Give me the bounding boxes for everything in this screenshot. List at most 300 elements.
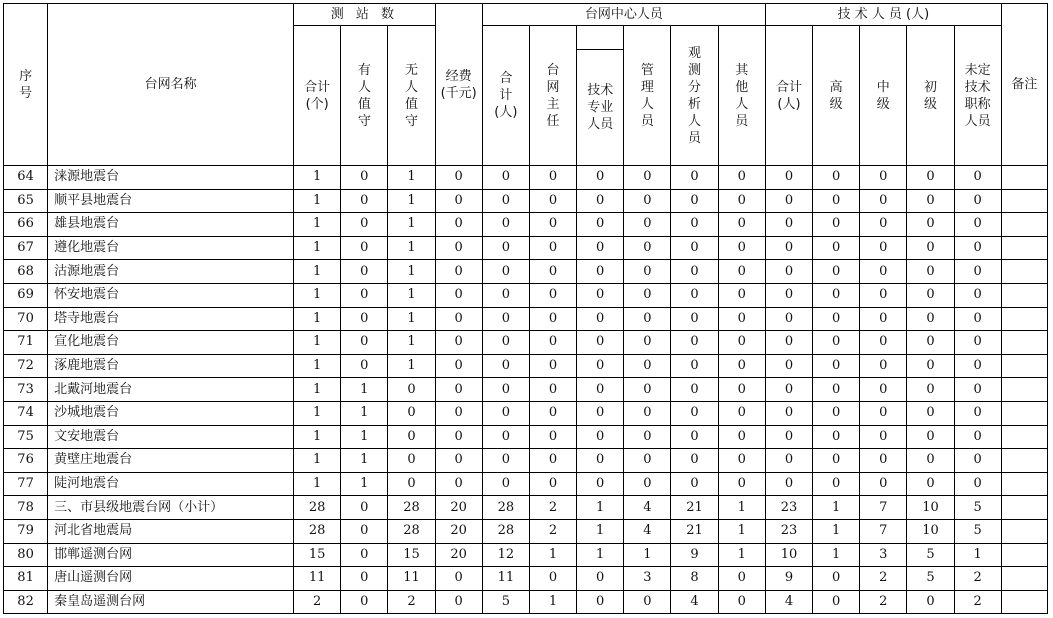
row-value: 1: [388, 331, 435, 355]
row-value: 0: [718, 331, 765, 355]
row-value: 2: [860, 567, 907, 591]
row-value: 1: [294, 401, 341, 425]
table-row: [4, 307, 1048, 331]
row-value: 0: [577, 166, 624, 190]
row-value: 0: [624, 472, 671, 496]
row-value: 0: [435, 236, 482, 260]
row-value: 0: [907, 449, 954, 473]
row-value: 0: [435, 260, 482, 284]
row-value: 0: [718, 307, 765, 331]
row-value: 2: [294, 590, 341, 614]
row-value: 0: [435, 378, 482, 402]
row-value: 0: [765, 307, 812, 331]
row-note: [1001, 213, 1047, 237]
row-value: 0: [482, 354, 529, 378]
row-value: 0: [577, 472, 624, 496]
row-value: 20: [435, 543, 482, 567]
row-value: 15: [388, 543, 435, 567]
row-value: 0: [671, 260, 718, 284]
row-value: 0: [813, 260, 860, 284]
row-note: [1001, 354, 1047, 378]
row-value: 0: [765, 401, 812, 425]
row-value: 0: [624, 213, 671, 237]
row-value: 0: [388, 401, 435, 425]
table-row: [4, 425, 1048, 449]
row-value: 28: [294, 496, 341, 520]
row-value: 0: [388, 425, 435, 449]
row-value: 0: [813, 331, 860, 355]
row-value: 28: [482, 496, 529, 520]
row-value: 0: [765, 213, 812, 237]
row-value: 0: [624, 425, 671, 449]
row-value: 0: [482, 401, 529, 425]
row-value: 1: [294, 378, 341, 402]
row-value: 0: [435, 213, 482, 237]
row-note: [1001, 472, 1047, 496]
row-value: 0: [482, 189, 529, 213]
row-value: 0: [624, 354, 671, 378]
row-value: 1: [577, 543, 624, 567]
row-value: 0: [907, 378, 954, 402]
row-value: 0: [954, 213, 1001, 237]
row-value: 0: [435, 449, 482, 473]
row-value: 0: [482, 331, 529, 355]
header-director: 台 网 主 任: [529, 26, 576, 166]
row-name: 遵化地震台: [48, 236, 294, 260]
table-wrapper: [3, 3, 1048, 614]
row-value: 0: [577, 283, 624, 307]
row-value: 0: [577, 425, 624, 449]
row-value: 0: [671, 354, 718, 378]
row-value: 0: [907, 213, 954, 237]
row-value: 0: [482, 166, 529, 190]
row-value: 21: [671, 519, 718, 543]
row-value: 0: [529, 283, 576, 307]
row-value: 0: [954, 260, 1001, 284]
row-value: 0: [482, 449, 529, 473]
row-value: 0: [341, 189, 388, 213]
header-intermediate: 中 级: [860, 26, 907, 166]
row-value: 0: [577, 354, 624, 378]
row-value: 0: [341, 354, 388, 378]
table-row: [4, 260, 1048, 284]
row-value: 28: [482, 519, 529, 543]
row-value: 0: [954, 166, 1001, 190]
row-value: 0: [624, 378, 671, 402]
row-seq: 74: [4, 401, 48, 425]
table-row: [4, 519, 1048, 543]
row-value: 0: [813, 354, 860, 378]
table-row: [4, 401, 1048, 425]
header-center-total: 合 计 (人): [482, 26, 529, 166]
row-value: 0: [954, 472, 1001, 496]
row-value: 0: [529, 236, 576, 260]
row-value: 0: [482, 472, 529, 496]
row-value: 15: [294, 543, 341, 567]
row-seq: 77: [4, 472, 48, 496]
row-value: 0: [813, 449, 860, 473]
row-name: 陡河地震台: [48, 472, 294, 496]
row-seq: 67: [4, 236, 48, 260]
row-value: 0: [860, 307, 907, 331]
table-row: [4, 449, 1048, 473]
row-value: 0: [954, 425, 1001, 449]
row-value: 1: [718, 543, 765, 567]
row-value: 0: [529, 472, 576, 496]
row-value: 0: [718, 166, 765, 190]
row-value: 0: [577, 189, 624, 213]
row-value: 0: [529, 401, 576, 425]
row-value: 0: [529, 449, 576, 473]
row-value: 0: [813, 401, 860, 425]
row-value: 0: [529, 307, 576, 331]
row-name: 怀安地震台: [48, 283, 294, 307]
row-value: 1: [813, 496, 860, 520]
header-seq: 序 号: [4, 4, 48, 166]
row-value: 0: [907, 590, 954, 614]
row-value: 0: [388, 449, 435, 473]
row-value: 10: [907, 519, 954, 543]
row-value: 0: [624, 236, 671, 260]
row-value: 5: [482, 590, 529, 614]
row-value: 0: [341, 543, 388, 567]
row-value: 0: [907, 166, 954, 190]
row-note: [1001, 519, 1047, 543]
row-value: 0: [671, 449, 718, 473]
row-value: 0: [577, 213, 624, 237]
row-value: 0: [577, 331, 624, 355]
row-value: 1: [341, 425, 388, 449]
row-value: 1: [294, 354, 341, 378]
header-unstaffed: 无 人 值 守: [388, 26, 435, 166]
row-value: 5: [954, 519, 1001, 543]
row-value: 0: [529, 425, 576, 449]
row-value: 0: [813, 307, 860, 331]
header-tech-specialist: 技术 专业 人员: [577, 50, 624, 166]
row-value: 28: [388, 519, 435, 543]
row-value: 0: [435, 307, 482, 331]
row-seq: 64: [4, 166, 48, 190]
row-value: 1: [341, 472, 388, 496]
row-value: 1: [341, 378, 388, 402]
row-value: 1: [294, 189, 341, 213]
row-value: 3: [624, 567, 671, 591]
row-value: 0: [341, 213, 388, 237]
row-value: 11: [294, 567, 341, 591]
header-center-group: 台网中心人员: [482, 4, 765, 26]
row-value: 1: [294, 425, 341, 449]
row-value: 0: [388, 472, 435, 496]
row-value: 0: [813, 567, 860, 591]
row-note: [1001, 307, 1047, 331]
row-value: 1: [388, 260, 435, 284]
row-value: 0: [482, 260, 529, 284]
row-value: 4: [671, 590, 718, 614]
header-analysis: 观 测 分 析 人 员: [671, 26, 718, 166]
row-value: 0: [954, 354, 1001, 378]
row-value: 0: [954, 283, 1001, 307]
row-value: 0: [718, 260, 765, 284]
row-value: 1: [388, 213, 435, 237]
header-tech-specialist-top: [577, 26, 624, 50]
row-value: 0: [529, 378, 576, 402]
table-row: [4, 189, 1048, 213]
row-seq: 69: [4, 283, 48, 307]
header-junior: 初 级: [907, 26, 954, 166]
row-value: 0: [624, 590, 671, 614]
row-note: [1001, 331, 1047, 355]
row-value: 0: [860, 236, 907, 260]
row-value: 28: [388, 496, 435, 520]
row-value: 4: [765, 590, 812, 614]
row-note: [1001, 189, 1047, 213]
row-value: 0: [341, 519, 388, 543]
row-value: 0: [577, 307, 624, 331]
row-value: 0: [482, 236, 529, 260]
row-value: 0: [482, 213, 529, 237]
row-value: 5: [907, 567, 954, 591]
row-seq: 65: [4, 189, 48, 213]
row-note: [1001, 590, 1047, 614]
row-name: 宣化地震台: [48, 331, 294, 355]
row-value: 1: [294, 260, 341, 284]
row-value: 7: [860, 496, 907, 520]
row-value: 5: [954, 496, 1001, 520]
row-seq: 70: [4, 307, 48, 331]
row-value: 0: [718, 213, 765, 237]
row-note: [1001, 283, 1047, 307]
header-name: 台网名称: [48, 4, 294, 166]
row-value: 0: [482, 378, 529, 402]
row-value: 0: [341, 496, 388, 520]
table-row: [4, 166, 1048, 190]
row-value: 0: [671, 401, 718, 425]
table-row: [4, 283, 1048, 307]
row-value: 0: [718, 401, 765, 425]
row-value: 0: [671, 283, 718, 307]
row-value: 0: [482, 283, 529, 307]
row-value: 0: [860, 331, 907, 355]
header-senior: 高 级: [813, 26, 860, 166]
row-value: 0: [624, 260, 671, 284]
row-seq: 76: [4, 449, 48, 473]
row-value: 1: [388, 189, 435, 213]
row-value: 0: [435, 567, 482, 591]
row-note: [1001, 260, 1047, 284]
row-value: 28: [294, 519, 341, 543]
row-seq: 81: [4, 567, 48, 591]
row-value: 0: [577, 449, 624, 473]
row-value: 0: [718, 354, 765, 378]
row-value: 0: [954, 236, 1001, 260]
row-value: 0: [718, 449, 765, 473]
row-value: 20: [435, 519, 482, 543]
row-value: 0: [907, 236, 954, 260]
row-value: 21: [671, 496, 718, 520]
row-value: 0: [341, 166, 388, 190]
header-staffed: 有 人 值 守: [341, 26, 388, 166]
row-value: 0: [765, 236, 812, 260]
row-value: 23: [765, 496, 812, 520]
row-value: 10: [765, 543, 812, 567]
row-seq: 82: [4, 590, 48, 614]
row-value: 0: [718, 378, 765, 402]
row-value: 0: [907, 331, 954, 355]
row-value: 1: [577, 496, 624, 520]
row-note: [1001, 401, 1047, 425]
row-value: 1: [529, 543, 576, 567]
table-row: [4, 331, 1048, 355]
row-seq: 80: [4, 543, 48, 567]
table-row: [4, 378, 1048, 402]
row-value: 0: [388, 378, 435, 402]
row-value: 0: [907, 472, 954, 496]
row-value: 1: [294, 283, 341, 307]
row-value: 1: [388, 307, 435, 331]
row-value: 1: [388, 166, 435, 190]
header-tech-group: 技 术 人 员 (人): [765, 4, 1001, 26]
row-value: 0: [435, 354, 482, 378]
row-value: 0: [765, 425, 812, 449]
row-value: 0: [907, 425, 954, 449]
row-value: 0: [482, 425, 529, 449]
row-value: 0: [671, 307, 718, 331]
row-name: 北戴河地震台: [48, 378, 294, 402]
row-name: 顺平县地震台: [48, 189, 294, 213]
row-value: 0: [765, 260, 812, 284]
header-station-total: 合计 (个): [294, 26, 341, 166]
row-value: 1: [341, 449, 388, 473]
row-value: 0: [907, 401, 954, 425]
row-value: 0: [954, 189, 1001, 213]
row-value: 0: [435, 331, 482, 355]
row-value: 7: [860, 519, 907, 543]
row-value: 0: [671, 472, 718, 496]
row-name: 涞源地震台: [48, 166, 294, 190]
row-value: 1: [388, 354, 435, 378]
row-value: 0: [341, 260, 388, 284]
row-name: 唐山遥测台网: [48, 567, 294, 591]
row-note: [1001, 567, 1047, 591]
header-station-group: 测 站 数: [294, 4, 436, 26]
row-value: 0: [577, 590, 624, 614]
row-value: 1: [388, 283, 435, 307]
row-value: 0: [860, 213, 907, 237]
row-value: 0: [860, 166, 907, 190]
row-value: 1: [624, 543, 671, 567]
row-value: 0: [671, 378, 718, 402]
row-value: 0: [671, 236, 718, 260]
row-value: 0: [718, 189, 765, 213]
header-management: 管 理 人 员: [624, 26, 671, 166]
row-value: 1: [577, 519, 624, 543]
row-note: [1001, 496, 1047, 520]
row-value: 0: [954, 449, 1001, 473]
row-name: 三、市县级地震台网（小计）: [48, 496, 294, 520]
row-note: [1001, 166, 1047, 190]
row-value: 0: [529, 166, 576, 190]
row-value: 0: [718, 283, 765, 307]
row-value: 0: [813, 189, 860, 213]
row-value: 1: [294, 166, 341, 190]
row-value: 10: [907, 496, 954, 520]
row-note: [1001, 543, 1047, 567]
row-value: 1: [341, 401, 388, 425]
row-value: 0: [577, 260, 624, 284]
row-value: 0: [624, 331, 671, 355]
table-row: [4, 590, 1048, 614]
table-header: [4, 4, 1048, 166]
row-name: 沙城地震台: [48, 401, 294, 425]
row-name: 雄县地震台: [48, 213, 294, 237]
row-value: 0: [813, 590, 860, 614]
row-value: 0: [624, 283, 671, 307]
row-value: 0: [529, 213, 576, 237]
row-value: 4: [624, 496, 671, 520]
row-value: 1: [294, 449, 341, 473]
row-value: 9: [765, 567, 812, 591]
row-seq: 79: [4, 519, 48, 543]
table-row: [4, 543, 1048, 567]
seismic-network-table: [3, 3, 1048, 614]
row-value: 0: [718, 236, 765, 260]
header-other: 其 他 人 员: [718, 26, 765, 166]
row-value: 1: [294, 236, 341, 260]
row-value: 0: [907, 189, 954, 213]
row-value: 0: [954, 331, 1001, 355]
row-value: 0: [341, 590, 388, 614]
row-value: 8: [671, 567, 718, 591]
table-row: [4, 567, 1048, 591]
row-seq: 75: [4, 425, 48, 449]
row-value: 1: [294, 472, 341, 496]
row-value: 1: [294, 331, 341, 355]
row-seq: 72: [4, 354, 48, 378]
row-value: 0: [482, 307, 529, 331]
row-value: 4: [624, 519, 671, 543]
row-value: 0: [341, 331, 388, 355]
row-value: 23: [765, 519, 812, 543]
row-value: 0: [860, 472, 907, 496]
row-value: 0: [624, 449, 671, 473]
row-value: 0: [860, 283, 907, 307]
row-value: 0: [435, 590, 482, 614]
row-value: 0: [765, 166, 812, 190]
row-value: 0: [813, 283, 860, 307]
table-row: [4, 213, 1048, 237]
row-value: 0: [907, 307, 954, 331]
row-value: 0: [860, 449, 907, 473]
table-row: [4, 354, 1048, 378]
row-value: 0: [907, 260, 954, 284]
row-value: 0: [435, 401, 482, 425]
row-value: 0: [577, 378, 624, 402]
row-value: 0: [577, 401, 624, 425]
row-name: 邯郸遥测台网: [48, 543, 294, 567]
row-value: 0: [435, 425, 482, 449]
row-value: 0: [860, 425, 907, 449]
row-name: 塔寺地震台: [48, 307, 294, 331]
row-value: 0: [765, 331, 812, 355]
row-value: 1: [294, 213, 341, 237]
row-note: [1001, 378, 1047, 402]
row-value: 0: [813, 236, 860, 260]
row-value: 2: [529, 496, 576, 520]
row-value: 1: [388, 236, 435, 260]
row-value: 0: [435, 283, 482, 307]
row-value: 0: [435, 166, 482, 190]
row-value: 0: [671, 166, 718, 190]
